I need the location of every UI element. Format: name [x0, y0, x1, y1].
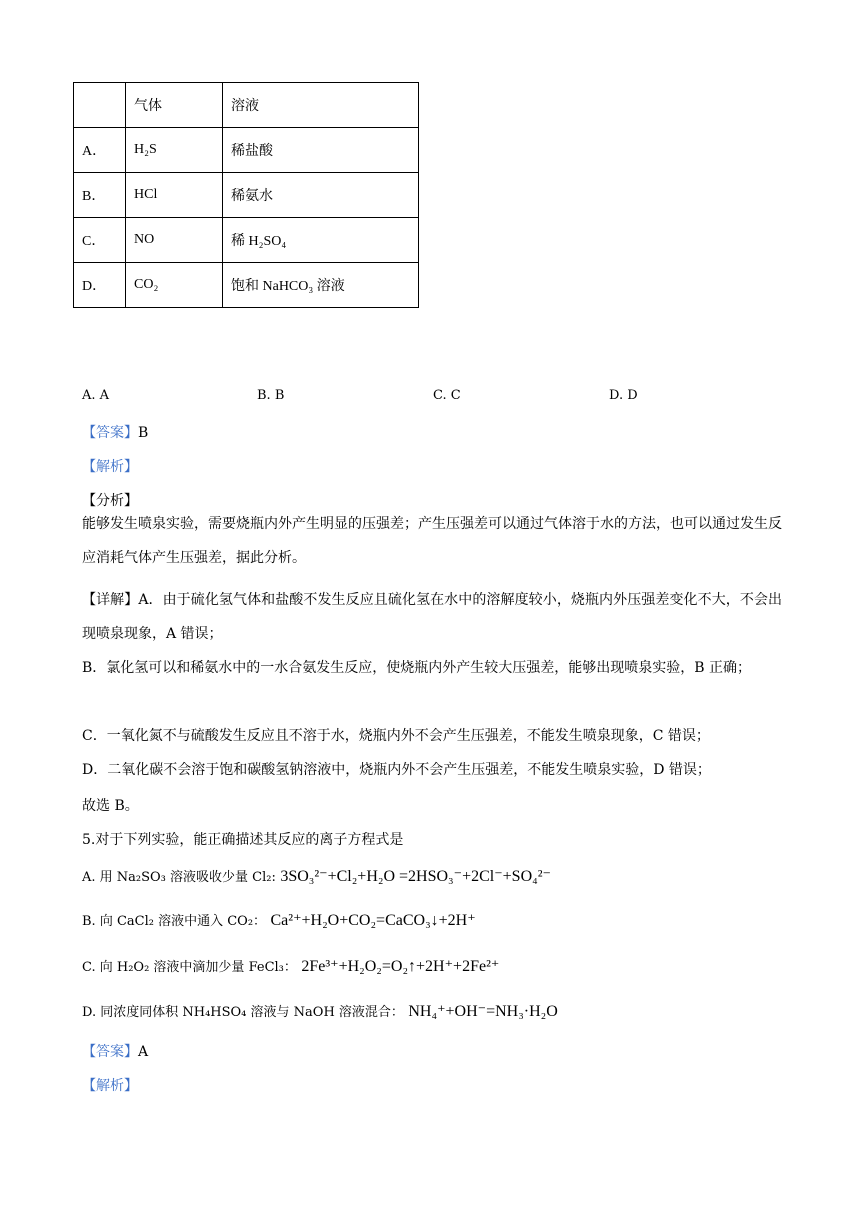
- option-c-equation: 2Fe³⁺+H₂O₂=O₂↑+2H⁺+2Fe²⁺: [301, 958, 500, 975]
- q4-fenxi-text: 能够发生喷泉实验，需要烧瓶内外产生明显的压强差；产生压强差可以通过气体溶于水的方法，也可以通过发生反应消耗气体产生压强差，据此分析。: [82, 516, 782, 566]
- option-b-equation: Ca²⁺+H₂O+CO₂=CaCO₃↓+2H⁺: [270, 912, 476, 929]
- option-a-equation: 3SO₃²⁻+Cl₂+H₂O =2HSO₃⁻+2Cl⁻+SO₄²⁻: [280, 868, 551, 885]
- q4-analysis-tag: 【解析】: [82, 459, 138, 475]
- header-cell-gas: 气体: [126, 83, 223, 128]
- table-row: [74, 218, 419, 263]
- q5-option-b: [82, 910, 476, 930]
- answer-tag: 【答案】: [82, 1044, 138, 1060]
- header-cell-solution: 溶液: [223, 83, 419, 128]
- choice-d: D. D: [609, 388, 638, 403]
- q5-answer: [82, 1041, 148, 1061]
- choice-a: A. A: [82, 388, 110, 403]
- row-option: A．: [74, 128, 126, 173]
- row-solution: 饱和 NaHCO₃ 溶液: [223, 263, 419, 308]
- row-option: B．: [74, 173, 126, 218]
- row-gas: CO₂: [126, 263, 223, 308]
- q5-option-c: [82, 956, 499, 976]
- q5-option-a: [82, 866, 551, 886]
- q4-detail-a: [82, 583, 782, 651]
- row-solution: 稀 H₂SO₄: [223, 218, 419, 263]
- detail-tag: 【详解】: [82, 592, 139, 608]
- option-d-equation: NH₄⁺+OH⁻=NH₃·H₂O: [408, 1003, 558, 1020]
- q4-conclusion: 故选 B。: [82, 798, 139, 814]
- gas-solution-table: [73, 82, 419, 308]
- q4-detail-d: D．二氧化碳不会溶于饱和碳酸氢钠溶液中，烧瓶内外不会产生压强差，不能发生喷泉实验，D 错误；: [82, 762, 711, 778]
- row-gas: H₂S: [126, 128, 223, 173]
- answer-choices: [82, 388, 782, 408]
- choice-b: B. B: [257, 388, 285, 403]
- q5-analysis-tag: 【解析】: [82, 1078, 138, 1094]
- table-row: [74, 263, 419, 308]
- option-d-prefix: D. 同浓度同体积 NH₄HSO₄ 溶液与 NaOH 溶液混合：: [82, 1005, 404, 1020]
- q4-detail-c: C．一氧化氮不与硫酸发生反应且不溶于水，烧瓶内外不会产生压强差，不能发生喷泉现象，C 错误；: [82, 728, 710, 744]
- table-header-row: [74, 83, 419, 128]
- option-c-prefix: C. 向 H₂O₂ 溶液中滴加少量 FeCl₃：: [82, 960, 297, 975]
- q4-detail-b: B．氯化氢可以和稀氨水中的一水合氨发生反应，使烧瓶内外产生较大压强差，能够出现喷泉实验，B 正确；: [82, 660, 752, 676]
- answer-value: A: [138, 1044, 149, 1060]
- header-cell-blank: [74, 83, 126, 128]
- q4-fenxi-tag: 【分析】: [82, 493, 138, 509]
- detail-a-text: A．由于硫化氢气体和盐酸不发生反应且硫化氢在水中的溶解度较小，烧瓶内外压强差变化不大，不会出现喷泉现象，A 错误；: [82, 592, 783, 642]
- option-b-prefix: B. 向 CaCl₂ 溶液中通入 CO₂：: [82, 914, 267, 929]
- table-row: [74, 173, 419, 218]
- option-a-prefix: A. 用 Na₂SO₃ 溶液吸收少量 Cl₂:: [82, 870, 276, 885]
- choice-c: C. C: [433, 388, 461, 403]
- q5-stem: 5.对于下列实验，能正确描述其反应的离子方程式是: [82, 832, 404, 848]
- row-solution: 稀盐酸: [223, 128, 419, 173]
- answer-value: B: [138, 425, 149, 441]
- row-option: C．: [74, 218, 126, 263]
- row-gas: NO: [126, 218, 223, 263]
- table-row: [74, 128, 419, 173]
- q5-option-d: [82, 1001, 558, 1021]
- row-gas: HCl: [126, 173, 223, 218]
- row-option: D．: [74, 263, 126, 308]
- row-solution: 稀氨水: [223, 173, 419, 218]
- answer-tag: 【答案】: [82, 425, 138, 441]
- q4-answer: [82, 422, 148, 442]
